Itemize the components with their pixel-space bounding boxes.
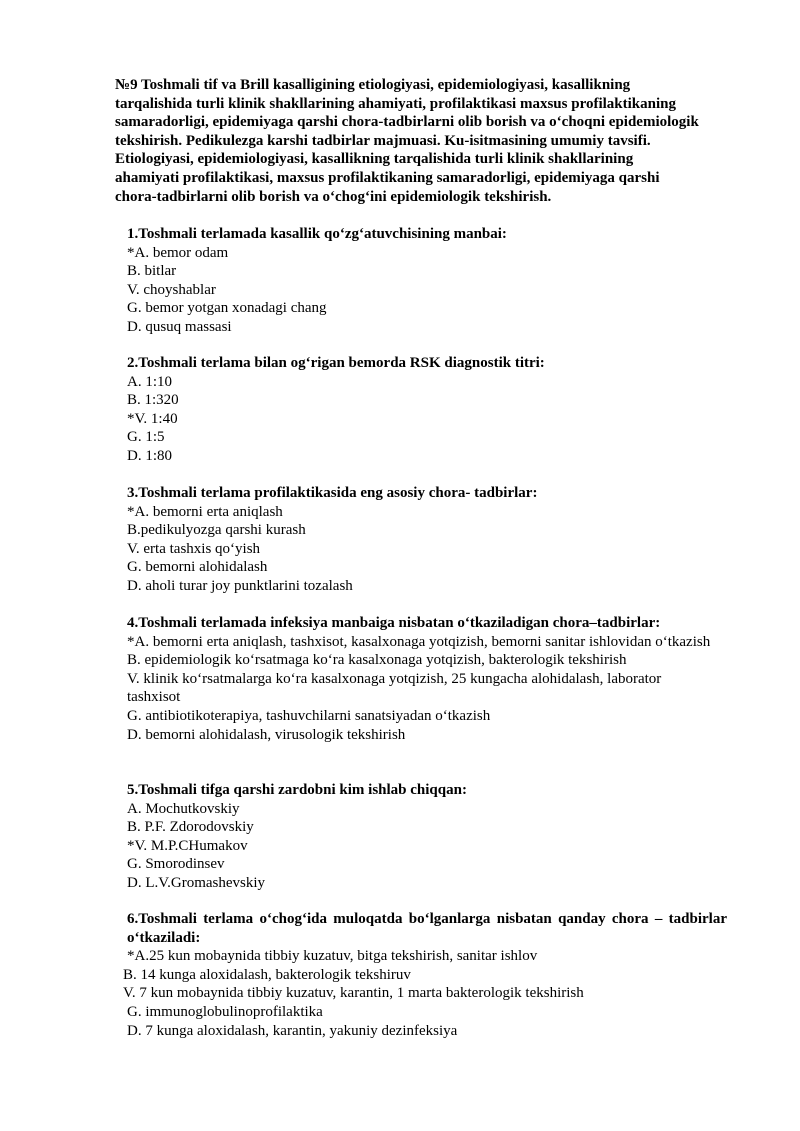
question-title: 2.Toshmali terlama bilan og‘rigan bemorda RSK diagnostik titri: — [127, 355, 545, 371]
answer-option: D. 7 kunga aloxidalash, karantin, yakuniy dezinfeksiya — [127, 1022, 458, 1039]
question-6 — [123, 910, 727, 1040]
question-2 — [127, 354, 747, 466]
question-title: 6.Toshmali terlama o‘chog‘ida muloqatda bo‘lganlarga nisbatan qanday chora – tadbirlar o‘tkaziladi: — [127, 911, 727, 946]
heading-line: tarqalishida turli klinik shakllarining ahamiyati, profilaktikasi maxsus profilaktikaning — [115, 95, 676, 112]
question-title: 3.Toshmali terlama profilaktikasida eng asosiy chora- tadbirlar: — [127, 485, 538, 501]
question-5 — [127, 781, 747, 893]
answer-option: B. bitlar — [127, 263, 177, 280]
document-heading — [115, 76, 745, 206]
answer-option: B. 1:320 — [127, 392, 179, 409]
answer-option: *A. bemorni erta aniqlash — [127, 503, 283, 520]
question-title: 5.Toshmali tifga qarshi zardobni kim ishlab chiqqan: — [127, 782, 467, 798]
question-3 — [127, 484, 747, 596]
answer-option: *A. bemor odam — [127, 244, 229, 261]
question-title: 4.Toshmali terlamada infeksiya manbaiga nisbatan o‘tkaziladigan chora–tadbirlar: — [127, 615, 661, 631]
answer-option: G. immunoglobulinoprofilaktika — [127, 1003, 323, 1020]
answer-option: V. 7 kun mobaynida tibbiy kuzatuv, karantin, 1 marta bakterologik tekshirish — [123, 985, 584, 1002]
heading-line: tekshirish. Pedikulezga karshi tadbirlar majmuasi. Ku-isitmasining umumiy tavsifi. — [115, 132, 651, 149]
question-4 — [127, 614, 712, 744]
heading-line: chora-tadbirlarni olib borish va o‘chog‘ini epidemiologik tekshirish. — [115, 188, 552, 205]
answer-option: *V. 1:40 — [127, 410, 178, 427]
answer-option: B.pedikulyozga qarshi kurash — [127, 522, 306, 539]
answer-option: V. choyshablar — [127, 281, 216, 298]
answer-option: D. qusuq massasi — [127, 318, 232, 335]
answer-option: V. erta tashxis qo‘yish — [127, 540, 261, 557]
answer-option: *A. bemorni erta aniqlash, tashxisot, kasalxonaga yotqizish, bemorni sanitar ishlovidan o‘tkazish — [127, 633, 711, 650]
answer-option: G. antibiotikoterapiya, tashuvchilarni sanatsiyadan o‘tkazish — [127, 707, 491, 724]
answer-option: G. bemorni alohidalash — [127, 559, 268, 576]
answer-option: B. epidemiologik ko‘rsatmaga ko‘ra kasalxonaga yotqizish, bakterologik tekshirish — [127, 652, 627, 669]
answer-option: V. klinik ko‘rsatmalarga ko‘ra kasalxonaga yotqizish, 25 kungacha alohidalash, laborator tashxisot — [127, 670, 662, 706]
answer-option: B. 14 kunga aloxidalash, bakterologik tekshiruv — [123, 966, 411, 983]
answer-option: D. aholi turar joy punktlarini tozalash — [127, 577, 353, 594]
answer-option: A. 1:10 — [127, 373, 172, 390]
question-1 — [127, 225, 747, 337]
answer-option: D. 1:80 — [127, 447, 172, 464]
answer-option: G. 1:5 — [127, 429, 165, 446]
question-title: 1.Toshmali terlamada kasallik qo‘zg‘atuvchisining manbai: — [127, 226, 507, 242]
heading-line: №9 Toshmali tif va Brill kasalligining etiologiyasi, epidemiologiyasi, kasallikning — [115, 77, 631, 93]
answer-option: B. P.F. Zdorodovskiy — [127, 819, 254, 836]
answer-option: *V. M.P.CHumakov — [127, 837, 248, 854]
answer-option: G. Smorodinsev — [127, 856, 225, 873]
answer-option: G. bemor yotgan xonadagi chang — [127, 300, 327, 317]
answer-option: D. L.V.Gromashevskiy — [127, 874, 266, 891]
answer-option: A. Mochutkovskiy — [127, 800, 240, 817]
heading-line: Etiologiyasi, epidemiologiyasi, kasallikning tarqalishida turli klinik shakllarining — [115, 151, 634, 168]
heading-line: samaradorligi, epidemiyaga qarshi chora-tadbirlarni olib borish va o‘choqni epidemiologik — [115, 114, 699, 131]
heading-line: ahamiyati profilaktikasi, maxsus profilaktikaning samaradorligi, epidemiyaga qarshi — [115, 169, 660, 186]
answer-option: D. bemorni alohidalash, virusologik tekshirish — [127, 726, 406, 743]
answer-option: *A.25 kun mobaynida tibbiy kuzatuv, bitga tekshirish, sanitar ishlov — [127, 948, 538, 965]
